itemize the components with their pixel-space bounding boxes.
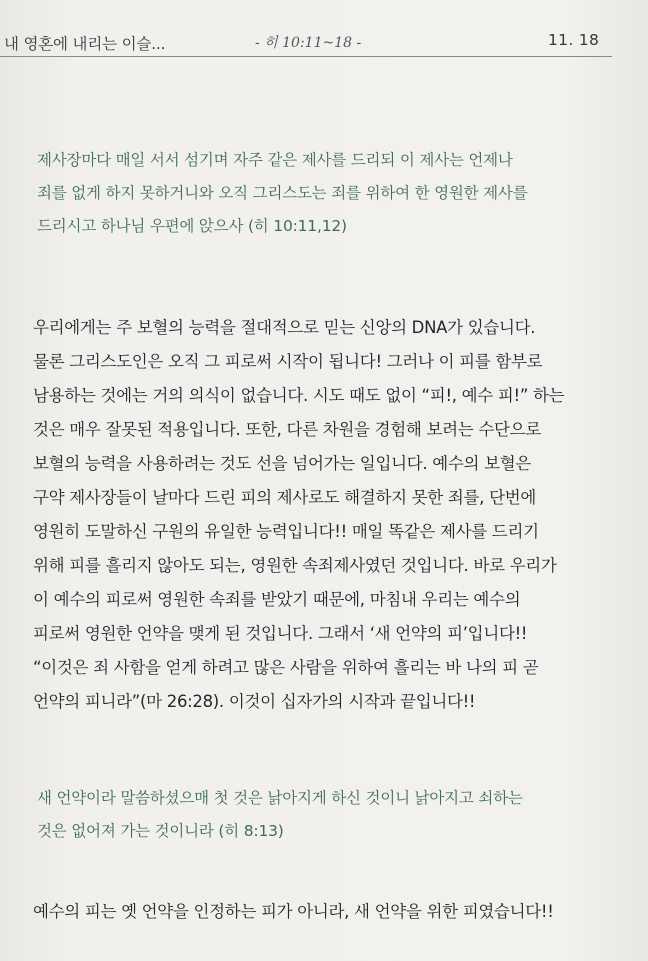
closing-statement: 예수의 피는 옛 언약을 인정하는 피가 아니라, 새 언약을 위한 피였습니다!!	[33, 902, 554, 921]
body-line: 피로써 영원한 언약을 맺게 된 것입니다. 그래서 ‘새 언약의 피’입니다!!	[33, 624, 528, 643]
body-line: 남용하는 것에는 거의 의식이 없습니다. 시도 때도 없이 “피!, 예수 피!” 하는	[33, 386, 565, 405]
body-line: 보혈의 능력을 사용하려는 것도 선을 넘어가는 일입니다. 예수의 보혈은	[33, 454, 532, 473]
body-line: 것은 매우 잘못된 적용입니다. 또한, 다른 차원을 경험해 보려는 수단으로	[33, 420, 541, 439]
scripture-line: 것은 없어져 가는 것이니라 (히 8:13)	[37, 822, 284, 840]
body-paragraph	[33, 311, 564, 719]
scripture-line: 새 언약이라 말씀하셨으매 첫 것은 낡아지게 하신 것이니 낡아지고 쇠하는	[37, 789, 523, 807]
scripture-line: 드리시고 하나님 우편에 앉으사 (히 10:11,12)	[37, 217, 347, 235]
body-line: 우리에게는 주 보혈의 능력을 절대적으로 믿는 신앙의 DNA가 있습니다.	[33, 318, 536, 337]
scripture-line: 죄를 없게 하지 못하거니와 오직 그리스도는 죄를 위하여 한 영원한 제사를	[37, 184, 528, 202]
body-line: 위해 피를 흘리지 않아도 되는, 영원한 속죄제사였던 것입니다. 바로 우리가	[33, 556, 557, 575]
page-date: 11. 18	[548, 31, 600, 49]
body-line: 이 예수의 피로써 영원한 속죄를 받았기 때문에, 마침내 우리는 예수의	[33, 590, 521, 609]
verse-reference: - 히 10:11~18 -	[255, 35, 362, 51]
page-header	[0, 24, 648, 58]
header-divider	[0, 56, 612, 57]
body-line: 물론 그리스도인은 오직 그 피로써 시작이 됩니다! 그러나 이 피를 함부로	[33, 352, 543, 371]
book-title: 내 영혼에 내리는 이슬...	[4, 35, 166, 53]
body-line: 영원히 도말하신 구원의 유일한 능력입니다!! 매일 똑같은 제사를 드리기	[33, 522, 539, 541]
scripture-quote-top	[37, 144, 527, 243]
body-line: 언약의 피니라”(마 26:28). 이것이 십자가의 시작과 끝입니다!!	[33, 692, 476, 711]
scripture-quote-bottom	[37, 782, 523, 848]
body-line: “이것은 죄 사함을 얻게 하려고 많은 사람을 위하여 흘리는 바 나의 피 곧	[33, 658, 539, 677]
body-line: 구약 제사장들이 날마다 드린 피의 제사로도 해결하지 못한 죄를, 단번에	[33, 488, 536, 507]
scripture-line: 제사장마다 매일 서서 섬기며 자주 같은 제사를 드리되 이 제사는 언제나	[37, 151, 513, 169]
